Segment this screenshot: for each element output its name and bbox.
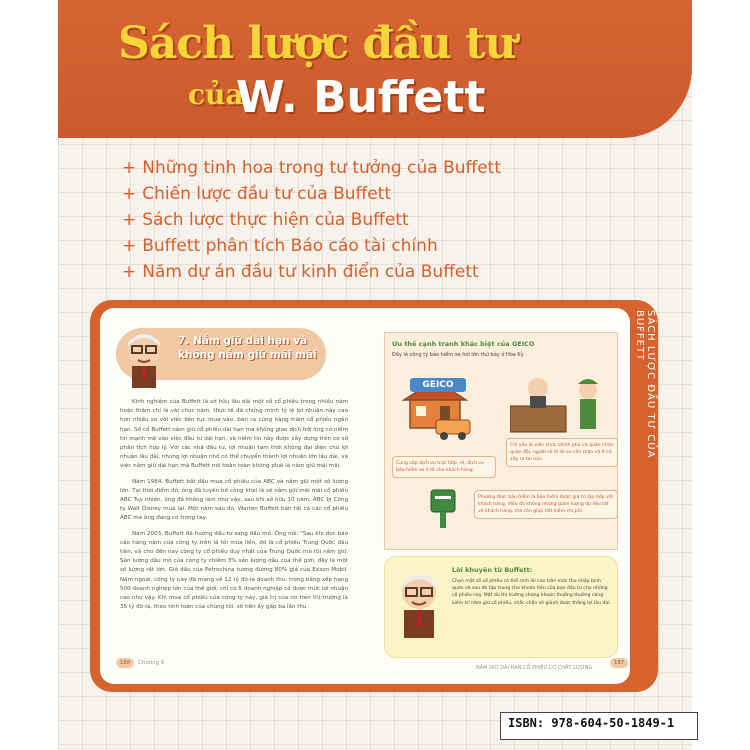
spine-label: SÁCH LƯỢC ĐẦU TƯ CỦA BUFFETT: [634, 310, 656, 459]
left-page-number: 188: [116, 658, 134, 668]
plus-marker: +: [122, 210, 137, 230]
plus-marker: +: [122, 158, 137, 178]
chapter-title: 7. Nắm giữ dài hạn và không nắm giữ mãi mãi: [178, 335, 317, 361]
feature-list: [122, 155, 501, 285]
chapter-body: [120, 398, 348, 618]
feature-item: + Năm dự án đầu tư kinh điển của Buffett: [122, 262, 479, 282]
infobox-title: Ưu thế cạnh tranh khác biệt của GEICO: [392, 340, 535, 348]
geico-sign: GEICO: [410, 378, 466, 392]
advice-text: Chọn một số cổ phiếu có thể sinh lời cao trên mức thu nhập bình quân và sau đó tập trung cho khoản tiền của bạn đầu tư cho những cổ phiếu này. Mặt dù thị trường chứng khoán thường thường cũng kiếm trí năm giữ cổ phiếu, chắc chắn sẽ giành được thắng lợi lâu dài.: [452, 579, 611, 606]
right-page-number: 187: [610, 658, 628, 668]
speech-bubble: Phương thức bảo hiểm là bảo hiểm được giá trị lập tiếp với khách hàng, điều đó không những giảm lượng dự liệu tốt về khách hàng, mà còn giúp tiết kiệm chi phí.: [474, 490, 618, 519]
plus-marker: +: [122, 184, 137, 204]
feature-item: + Những tinh hoa trong tư tưởng của Buffett: [122, 158, 502, 178]
speech-bubble: Chỉ yêu là viên chức chính phủ và quân nhân quân đội, người sẽ là lái xe cần thận và ít có xảy ra tai nạn.: [506, 438, 618, 467]
right-footer: NẮM GIỮ DÀI HẠN CỔ PHIẾU CÓ CHẤT LƯỢNG: [476, 665, 593, 671]
left-chapter-label: Chương 6: [138, 660, 165, 666]
buffett-avatar-icon: [120, 330, 168, 390]
body-paragraph: Kinh nghiệm của Buffett là sở hữu lâu dài một số cổ phiếu trong nhiều năm hoặc thậm chí là vài chục năm, thực tế đã chứng minh tỷ lệ lợi nhuận này cao hơn nhiều so với việc liên tục mua vào, bán ra cũng hàng trăm cổ phiếu ngắn hạn. Số cổ Buffett nắm giữ cổ phiếu dài hạn mà không giao dịch bởi ông có niềm tin mạnh mẽ vào việc đầu tư dài hạn, và niềm tin này được xây dựng trên cơ sở phân tích hợp lý. Với các nhà đầu tư, lợi nhuận tạm thời không đại diện cho lợi nhuận lâu dài, nhưng lợi nhuận nhỏ có thể chuyển thành lợi nhuận lớn lâu dài, và việc nắm giữ dài hạn mà Buffett nói hoàn toàn không phải là nắm giữ mãi mãi.: [120, 399, 348, 470]
buffett-advice-avatar-icon: [392, 570, 446, 640]
isbn-label: ISBN: 978-604-50-1849-1: [508, 716, 675, 730]
book-title-name: W. Buffett: [236, 72, 486, 123]
body-paragraph: Năm 2003, Buffett đã hướng đầu tư sang dầu mỏ. Ông nói: "Sau khi đọc báo cáo hàng năm của công ty trên lá tôi mua liền, đó là cổ phiếu Trung Quốc đầu tiên, và cho đến nay công ty cổ phiếu duy nhất của Trung Quốc mà tôi nắm giữ. Sản lượng dầu mỏ của công ty chiếm 3% sản lượng dầu của thế giới, đây là một số lượng rất lớn. Giá dầu của Petrochina tương đương 80% giá của Exxon Mobil. Năm ngoái, công ty này đã mang về 12 tỷ đô-la doanh thu, trong bảng xếp hạng 500 doanh nghiệp lớn của thế giới, chỉ có 5 doanh nghiệp có được mức lợi nhuận cao như vậy. Khi mua cổ phiếu của công ty này, giá trị của nó trên thị trường là 35 tỷ đô-la, theo tính toán của chúng tôi, số tiền ấy gấp ba lần thu: [120, 530, 348, 611]
infobox-subtitle: Đây là công ty bảo hiểm xe hơi lớn thứ bảy ở Hoa Kỳ: [392, 352, 524, 358]
feature-item: + Buffett phân tích Báo cáo tài chính: [122, 236, 438, 256]
feature-item: + Chiến lược đầu tư của Buffett: [122, 184, 392, 204]
mailbox-icon: [428, 488, 458, 530]
book-title-of: của: [188, 78, 244, 111]
feature-item: + Sách lược thực hiện của Buffett: [122, 210, 409, 230]
plus-marker: +: [122, 236, 137, 256]
officials-illustration-icon: [510, 372, 610, 438]
book-title-line1: Sách lược đầu tư: [118, 18, 516, 69]
advice-title: Lời khuyên từ Buffett:: [452, 566, 533, 574]
speech-bubble: Cung cấp dịch vụ trực tiếp, rẻ, dịch vụ bảo hiểm xe ô tô cho khách hàng.: [392, 456, 496, 478]
plus-marker: +: [122, 262, 137, 282]
body-paragraph: Năm 1984, Buffett bắt đầu mua cổ phiếu của ABC và nắm giữ một số lượng lớn. Tại thời điểm đó, ông đã tuyên bố công khai là sẽ nắm giữ mãi mãi cổ phiếu ABC Tuy nhiên, ông đã không làm như vậy, sau khi sở hữu 10 năm, ABC bị Công ty Walt Disney mua lại. Một năm sau đó, Warren Buffett bán tất cả các cổ phiếu ABC mà ông đang có trong tay.: [120, 478, 348, 522]
